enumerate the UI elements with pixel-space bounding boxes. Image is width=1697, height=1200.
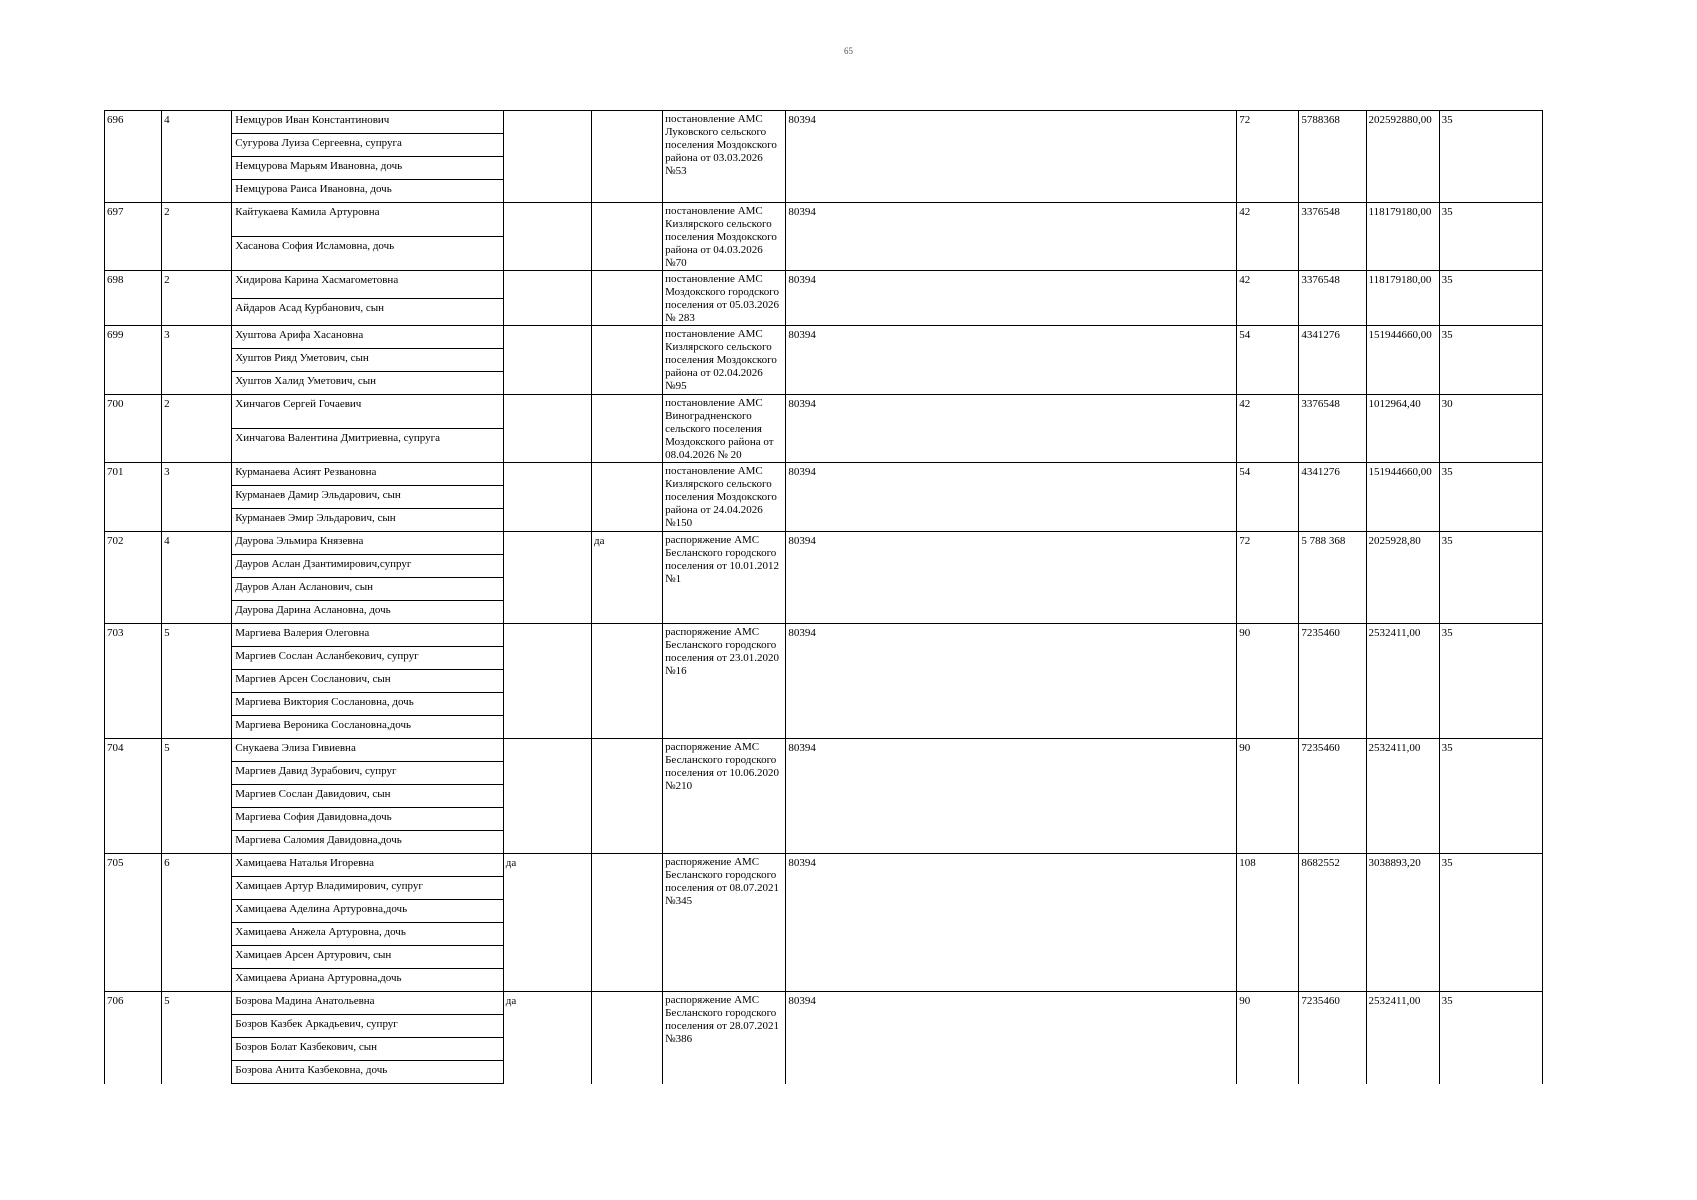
family-member-name: Кайтукаева Камила Артуровна (232, 203, 504, 237)
column-b-value (591, 326, 662, 395)
family-member-name: Дауров Аслан Дзантимирович,супруг (232, 555, 504, 578)
column-a-value (503, 271, 591, 326)
family-member-name: Даурова Эльмира Князевна (232, 532, 504, 555)
table-row (105, 203, 1584, 237)
housing-price: 7235460 (1299, 992, 1366, 1084)
family-member-name: Немцурова Марьям Ивановна, дочь (232, 157, 504, 180)
territory-code: 80394 (786, 203, 1237, 271)
column-b-value (591, 854, 662, 992)
family-member-name: Хуштов Рияд Уметович, сын (232, 349, 504, 372)
decision-document: постановление АМС Моздокского городского поселения от 05.03.2026 № 283 (663, 271, 786, 326)
column-b-value (591, 271, 662, 326)
family-member-name: Курманаев Дамир Эльдарович, сын (232, 486, 504, 509)
payment-amount: 1012964,40 (1366, 395, 1439, 463)
decision-document: распоряжение АМС Бесланского городского поселения от 08.07.2021 №345 (663, 854, 786, 992)
family-member-name: Хинчагов Сергей Гочаевич (232, 395, 504, 429)
housing-price: 7235460 (1299, 624, 1366, 739)
table-row (105, 463, 1584, 486)
decision-document: постановление АМС Кизлярского сельского поселения Моздокского района от 24.04.2026 №150 (663, 463, 786, 532)
housing-price: 3376548 (1299, 395, 1366, 463)
housing-area: 90 (1237, 739, 1299, 854)
payment-percent: 35 (1439, 739, 1542, 854)
column-a-value: да (503, 854, 591, 992)
payment-amount: 118179180,00 (1366, 271, 1439, 326)
family-member-name: Бозрова Мадина Анатольевна (232, 992, 504, 1015)
family-size: 2 (162, 395, 232, 463)
table-row (105, 532, 1584, 555)
family-size: 4 (162, 532, 232, 624)
column-a-value (503, 463, 591, 532)
record-number: 702 (105, 532, 162, 624)
payment-percent: 35 (1439, 463, 1542, 532)
decision-document: распоряжение АМС Бесланского городского поселения от 28.07.2021 №386 (663, 992, 786, 1084)
housing-price: 7235460 (1299, 739, 1366, 854)
family-member-name: Хамицаев Арсен Артурович, сын (232, 946, 504, 969)
table-row (105, 854, 1584, 877)
payment-percent: 35 (1439, 624, 1542, 739)
family-member-name: Сугурова Луиза Сергеевна, супруга (232, 134, 504, 157)
family-member-name: Маргиева Вероника Сослановна,дочь (232, 716, 504, 739)
family-size: 5 (162, 739, 232, 854)
territory-code: 80394 (786, 992, 1237, 1084)
family-member-name: Даурова Дарина Аслановна, дочь (232, 601, 504, 624)
record-number: 701 (105, 463, 162, 532)
column-a-value (503, 203, 591, 271)
family-size: 5 (162, 624, 232, 739)
decision-document: распоряжение АМС Бесланского городского поселения от 10.06.2020 №210 (663, 739, 786, 854)
housing-area: 72 (1237, 532, 1299, 624)
housing-price: 4341276 (1299, 463, 1366, 532)
table-row (105, 739, 1584, 762)
housing-area: 42 (1237, 395, 1299, 463)
family-member-name: Снукаева Элиза Гивиевна (232, 739, 504, 762)
decision-document: постановление АМС Луковского сельского поселения Моздокского района от 03.03.2026 №53 (663, 111, 786, 203)
table-row (105, 271, 1584, 299)
payment-percent: 35 (1439, 326, 1542, 395)
payment-amount: 202592880,00 (1366, 111, 1439, 203)
family-size: 5 (162, 992, 232, 1084)
family-member-name: Маргиева Виктория Сослановна, дочь (232, 693, 504, 716)
table-row (105, 395, 1584, 429)
payment-amount: 118179180,00 (1366, 203, 1439, 271)
housing-area: 54 (1237, 463, 1299, 532)
family-member-name: Хинчагова Валентина Дмитриевна, супруга (232, 429, 504, 463)
column-a-value (503, 111, 591, 203)
family-member-name: Бозров Болат Казбекович, сын (232, 1038, 504, 1061)
territory-code: 80394 (786, 271, 1237, 326)
payment-percent: 35 (1439, 111, 1542, 203)
housing-price: 8682552 (1299, 854, 1366, 992)
decision-document: постановление АМС Кизлярского сельского поселения Моздокского района от 04.03.2026 №70 (663, 203, 786, 271)
column-a-value (503, 532, 591, 624)
decision-document: распоряжение АМС Бесланского городского поселения от 10.01.2012 №1 (663, 532, 786, 624)
territory-code: 80394 (786, 532, 1237, 624)
territory-code: 80394 (786, 111, 1237, 203)
record-number: 703 (105, 624, 162, 739)
column-a-value (503, 624, 591, 739)
family-member-name: Хуштова Арифа Хасановна (232, 326, 504, 349)
family-member-name: Немцуров Иван Константинович (232, 111, 504, 134)
payment-amount: 2532411,00 (1366, 992, 1439, 1084)
family-member-name: Маргиева Саломия Давидовна,дочь (232, 831, 504, 854)
family-member-name: Курманаев Эмир Эльдарович, сын (232, 509, 504, 532)
record-number: 706 (105, 992, 162, 1084)
column-a-value: да (503, 992, 591, 1084)
family-member-name: Хамицаева Ариана Артуровна,дочь (232, 969, 504, 992)
payment-amount: 151944660,00 (1366, 463, 1439, 532)
payment-amount: 2025928,80 (1366, 532, 1439, 624)
housing-area: 42 (1237, 203, 1299, 271)
family-member-name: Хидирова Карина Хасмагометовна (232, 271, 504, 299)
territory-code: 80394 (786, 624, 1237, 739)
family-size: 3 (162, 463, 232, 532)
payment-amount: 3038893,20 (1366, 854, 1439, 992)
family-member-name: Хамицаева Наталья Игоревна (232, 854, 504, 877)
column-a-value (503, 326, 591, 395)
family-member-name: Бозров Казбек Аркадьевич, супруг (232, 1015, 504, 1038)
housing-area: 90 (1237, 992, 1299, 1084)
decision-document: постановление АМС Виноградненского сельского поселения Моздокского района от 08.04.2026 № 20 (663, 395, 786, 463)
family-member-name: Маргиев Давид Зурабович, супруг (232, 762, 504, 785)
family-member-name: Бозрова Анита Казбековна, дочь (232, 1061, 504, 1084)
record-number: 696 (105, 111, 162, 203)
housing-price: 3376548 (1299, 271, 1366, 326)
decision-document: постановление АМС Кизлярского сельского поселения Моздокского района от 02.04.2026 №95 (663, 326, 786, 395)
record-number: 704 (105, 739, 162, 854)
family-member-name: Дауров Алан Асланович, сын (232, 578, 504, 601)
family-member-name: Немцурова Раиса Ивановна, дочь (232, 180, 504, 203)
column-b-value: да (591, 532, 662, 624)
territory-code: 80394 (786, 326, 1237, 395)
family-size: 3 (162, 326, 232, 395)
payment-amount: 2532411,00 (1366, 739, 1439, 854)
decision-document: распоряжение АМС Бесланского городского поселения от 23.01.2020 №16 (663, 624, 786, 739)
payment-percent: 35 (1439, 854, 1542, 992)
territory-code: 80394 (786, 395, 1237, 463)
family-member-name: Хасанова София Исламовна, дочь (232, 237, 504, 271)
record-number: 698 (105, 271, 162, 326)
column-b-value (591, 624, 662, 739)
housing-area: 42 (1237, 271, 1299, 326)
housing-area: 108 (1237, 854, 1299, 992)
family-size: 4 (162, 111, 232, 203)
housing-price: 5788368 (1299, 111, 1366, 203)
record-number: 699 (105, 326, 162, 395)
registry-table (104, 110, 1584, 1084)
housing-price: 5 788 368 (1299, 532, 1366, 624)
payment-amount: 151944660,00 (1366, 326, 1439, 395)
record-number: 697 (105, 203, 162, 271)
family-member-name: Хуштов Халид Уметович, сын (232, 372, 504, 395)
housing-area: 72 (1237, 111, 1299, 203)
payment-percent: 35 (1439, 271, 1542, 326)
payment-percent: 30 (1439, 395, 1542, 463)
page-number: 65 (844, 46, 853, 56)
family-member-name: Маргиев Сослан Асланбекович, супруг (232, 647, 504, 670)
family-member-name: Хамицаев Артур Владимирович, супруг (232, 877, 504, 900)
column-a-value (503, 739, 591, 854)
family-member-name: Хамицаева Анжела Артуровна, дочь (232, 923, 504, 946)
family-member-name: Курманаева Асият Резвановна (232, 463, 504, 486)
housing-area: 54 (1237, 326, 1299, 395)
column-b-value (591, 739, 662, 854)
record-number: 705 (105, 854, 162, 992)
table-row (105, 624, 1584, 647)
payment-amount: 2532411,00 (1366, 624, 1439, 739)
housing-area: 90 (1237, 624, 1299, 739)
payment-percent: 35 (1439, 203, 1542, 271)
family-member-name: Маргиев Сослан Давидович, сын (232, 785, 504, 808)
family-size: 2 (162, 203, 232, 271)
family-size: 2 (162, 271, 232, 326)
column-b-value (591, 395, 662, 463)
table-row (105, 111, 1584, 134)
family-size: 6 (162, 854, 232, 992)
table-row (105, 326, 1584, 349)
column-b-value (591, 203, 662, 271)
column-a-value (503, 395, 591, 463)
payment-percent: 35 (1439, 532, 1542, 624)
family-member-name: Маргиева София Давидовна,дочь (232, 808, 504, 831)
territory-code: 80394 (786, 463, 1237, 532)
payment-percent: 35 (1439, 992, 1542, 1084)
family-member-name: Маргиев Арсен Сосланович, сын (232, 670, 504, 693)
family-member-name: Маргиева Валерия Олеговна (232, 624, 504, 647)
record-number: 700 (105, 395, 162, 463)
column-b-value (591, 111, 662, 203)
family-member-name: Хамицаева Аделина Артуровна,дочь (232, 900, 504, 923)
family-member-name: Айдаров Асад Курбанович, сын (232, 298, 504, 326)
housing-price: 3376548 (1299, 203, 1366, 271)
column-b-value (591, 463, 662, 532)
table-row (105, 992, 1584, 1015)
column-b-value (591, 992, 662, 1084)
territory-code: 80394 (786, 739, 1237, 854)
housing-price: 4341276 (1299, 326, 1366, 395)
territory-code: 80394 (786, 854, 1237, 992)
